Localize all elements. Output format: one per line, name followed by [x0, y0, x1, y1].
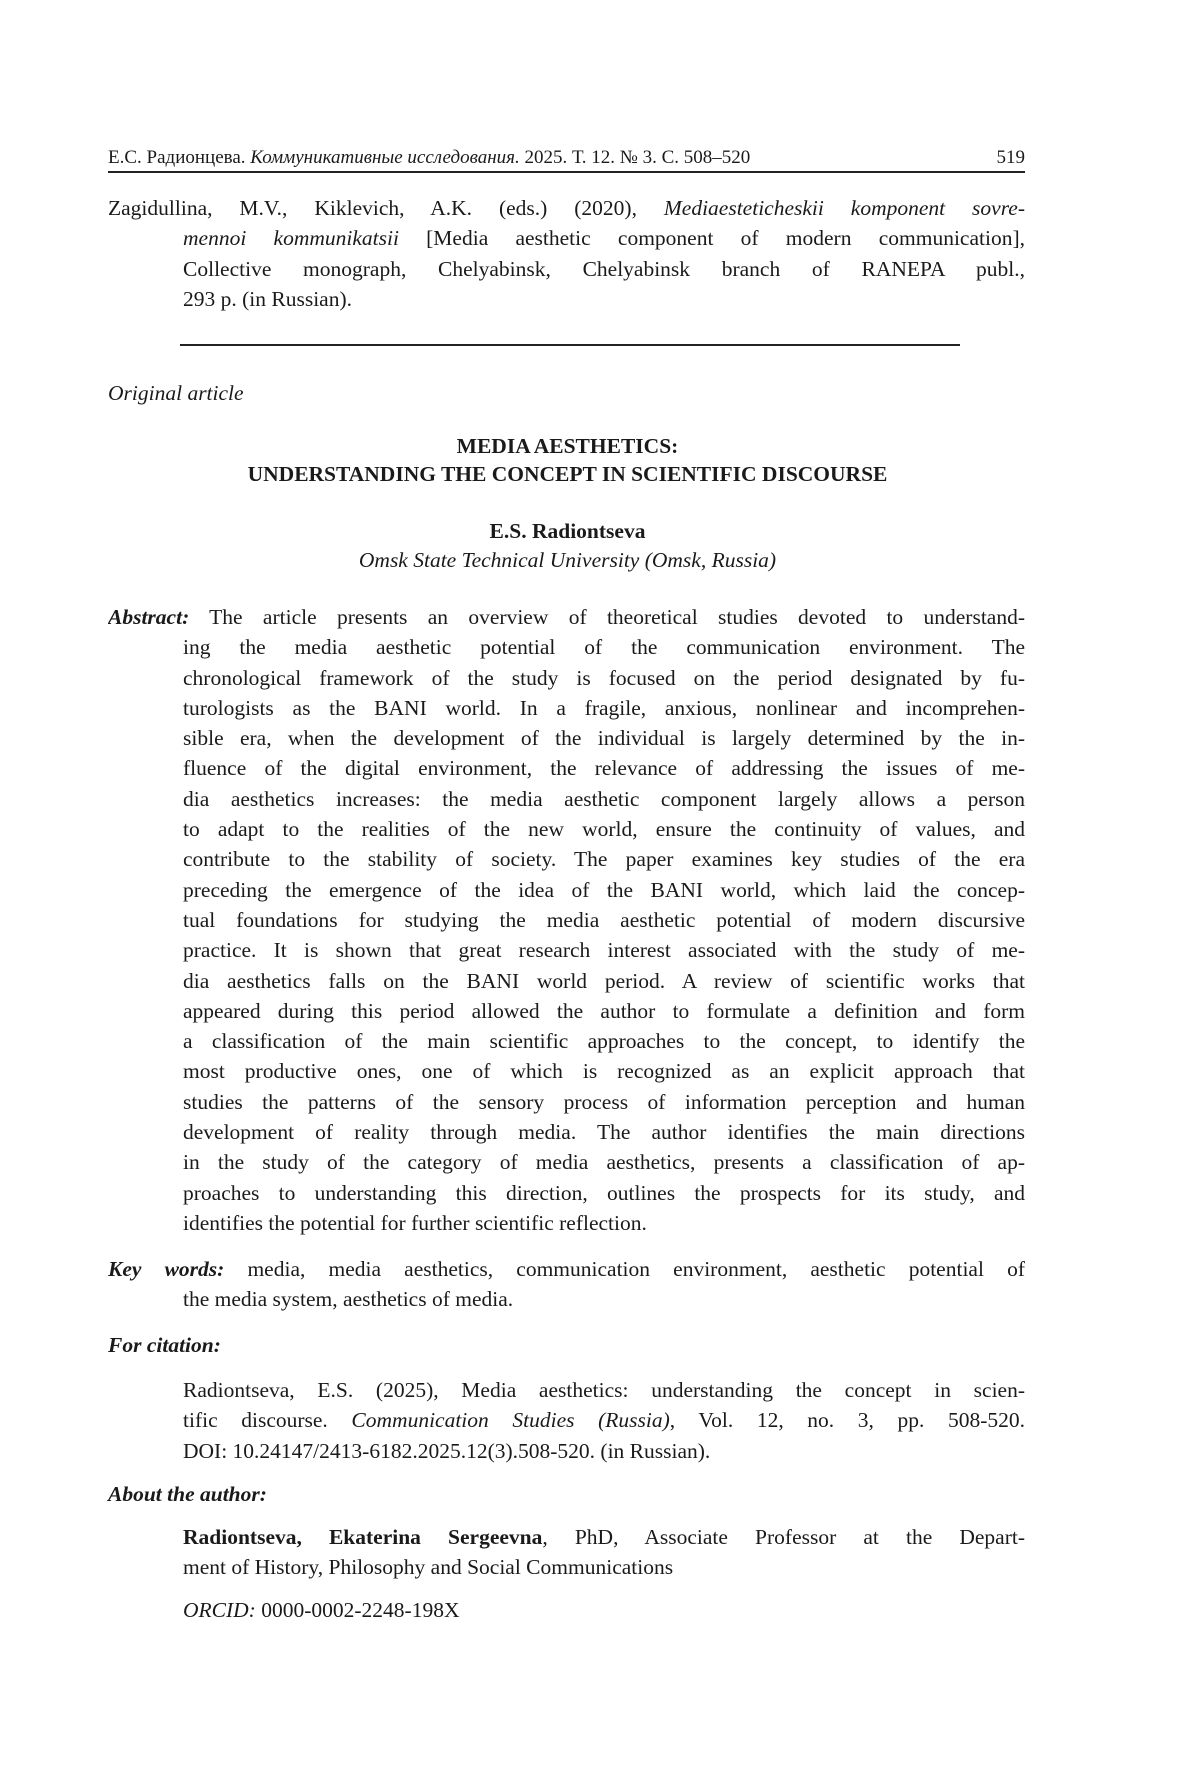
running-header: [108, 146, 1025, 170]
abstract-line: tual foundations for studying the media aesthetic potential of modern discursive: [183, 907, 1025, 932]
abstract-line: to adapt to the realities of the new world, ensure the continuity of values, and: [183, 817, 1025, 842]
abstract-line: chronological framework of the study is focused on the period designated by fu-: [183, 665, 1025, 690]
abstract-line: dia aesthetics increases: the media aesthetic component largely allows a person: [183, 786, 1025, 811]
orcid: ORCID: 0000-0002-2248-198X: [183, 1598, 460, 1622]
about-line: ment of History, Philosophy and Social Communications: [183, 1555, 674, 1580]
header-rule: [108, 171, 1025, 173]
abstract-label: Abstract:: [108, 605, 190, 629]
citation-text: [183, 1375, 1025, 1466]
author-affiliation: Omsk State Technical University (Omsk, Russia): [358, 548, 777, 572]
about-label: About the author:: [108, 1482, 267, 1506]
title-line: MEDIA AESTHETICS:: [456, 434, 679, 458]
header-issue: 2025. Т. 12. № 3. С. 508–520: [524, 147, 751, 168]
abstract-line: contribute to the stability of society. The paper examines key studies of the era: [183, 847, 1025, 872]
header-journal: Коммуникативные исследования.: [250, 147, 520, 168]
reference-entry: [108, 193, 1025, 314]
reference-line: Collective monograph, Chelyabinsk, Chelyabinsk branch of RANEPA publ.,: [183, 256, 1025, 281]
keywords-line: the media system, aesthetics of media.: [183, 1287, 514, 1312]
abstract-line: practice. It is shown that great research interest associated with the study of me-: [183, 938, 1025, 963]
abstract-line: fluence of the digital environment, the relevance of addressing the issues of me-: [183, 756, 1025, 781]
abstract-line: Abstract: The article presents an overview of theoretical studies devoted to understand-: [108, 605, 1025, 629]
abstract-line: identifies the potential for further scientific reflection.: [183, 1210, 647, 1235]
keywords-line: Key words: media, media aesthetics, communication environment, aesthetic potential of: [108, 1257, 1025, 1281]
article-title: [0, 432, 1135, 488]
abstract-line: development of reality through media. The author identifies the main directions: [183, 1120, 1025, 1145]
article-type: Original article: [108, 381, 244, 405]
abstract-line: proaches to understanding this direction, outlines the prospects for its study, and: [183, 1180, 1025, 1205]
abstract-line: a classification of the main scientific approaches to the concept, to identify the: [183, 1029, 1025, 1054]
reference-line: mennoi kommunikatsii [Media aesthetic component of modern communication],: [183, 226, 1025, 251]
keywords-label: Key words:: [108, 1257, 225, 1281]
author-name: E.S. Radiontseva: [489, 519, 646, 543]
abstract-line: dia aesthetics falls on the BANI world period. A review of scientific works that: [183, 968, 1025, 993]
about-line: Radiontseva, Ekaterina Sergeevna, PhD, Associate Professor at the Depart-: [183, 1525, 1025, 1549]
citation-label: For citation:: [108, 1333, 221, 1357]
abstract-line: turologists as the BANI world. In a fragile, anxious, nonlinear and incomprehen-: [183, 695, 1025, 720]
citation-line: tific discourse. Communication Studies (Russia), Vol. 12, no. 3, pp. 508-520.: [183, 1408, 1025, 1433]
keywords: [108, 1254, 1025, 1315]
abstract-line: preceding the emergence of the idea of the BANI world, which laid the concep-: [183, 877, 1025, 902]
abstract-line: studies the patterns of the sensory process of information perception and human: [183, 1089, 1025, 1114]
citation-line: Radiontseva, E.S. (2025), Media aesthetics: understanding the concept in scien-: [183, 1378, 1025, 1402]
header-author: Е.С. Радионцева.: [108, 147, 246, 168]
abstract: [108, 602, 1025, 1238]
abstract-line: ing the media aesthetic potential of the communication environment. The: [183, 635, 1025, 660]
citation-line: DOI: 10.24147/2413-6182.2025.12(3).508-520. (in Russian).: [183, 1438, 711, 1463]
title-line: UNDERSTANDING THE CONCEPT IN SCIENTIFIC DISCOURSE: [247, 462, 888, 486]
about-author: [183, 1522, 1025, 1583]
page-number: 519: [996, 147, 1025, 168]
abstract-line: most productive ones, one of which is recognized as an explicit approach that: [183, 1059, 1025, 1084]
reference-line: Zagidullina, M.V., Kiklevich, A.K. (eds.) (2020), Mediaesteticheskii komponent sovre-: [108, 196, 1025, 220]
abstract-line: sible era, when the development of the individual is largely determined by the in-: [183, 726, 1025, 751]
section-separator: [180, 344, 960, 346]
reference-line: 293 p. (in Russian).: [183, 286, 353, 311]
abstract-line: appeared during this period allowed the author to formulate a definition and form: [183, 998, 1025, 1023]
abstract-line: in the study of the category of media aesthetics, presents a classification of ap-: [183, 1150, 1025, 1175]
